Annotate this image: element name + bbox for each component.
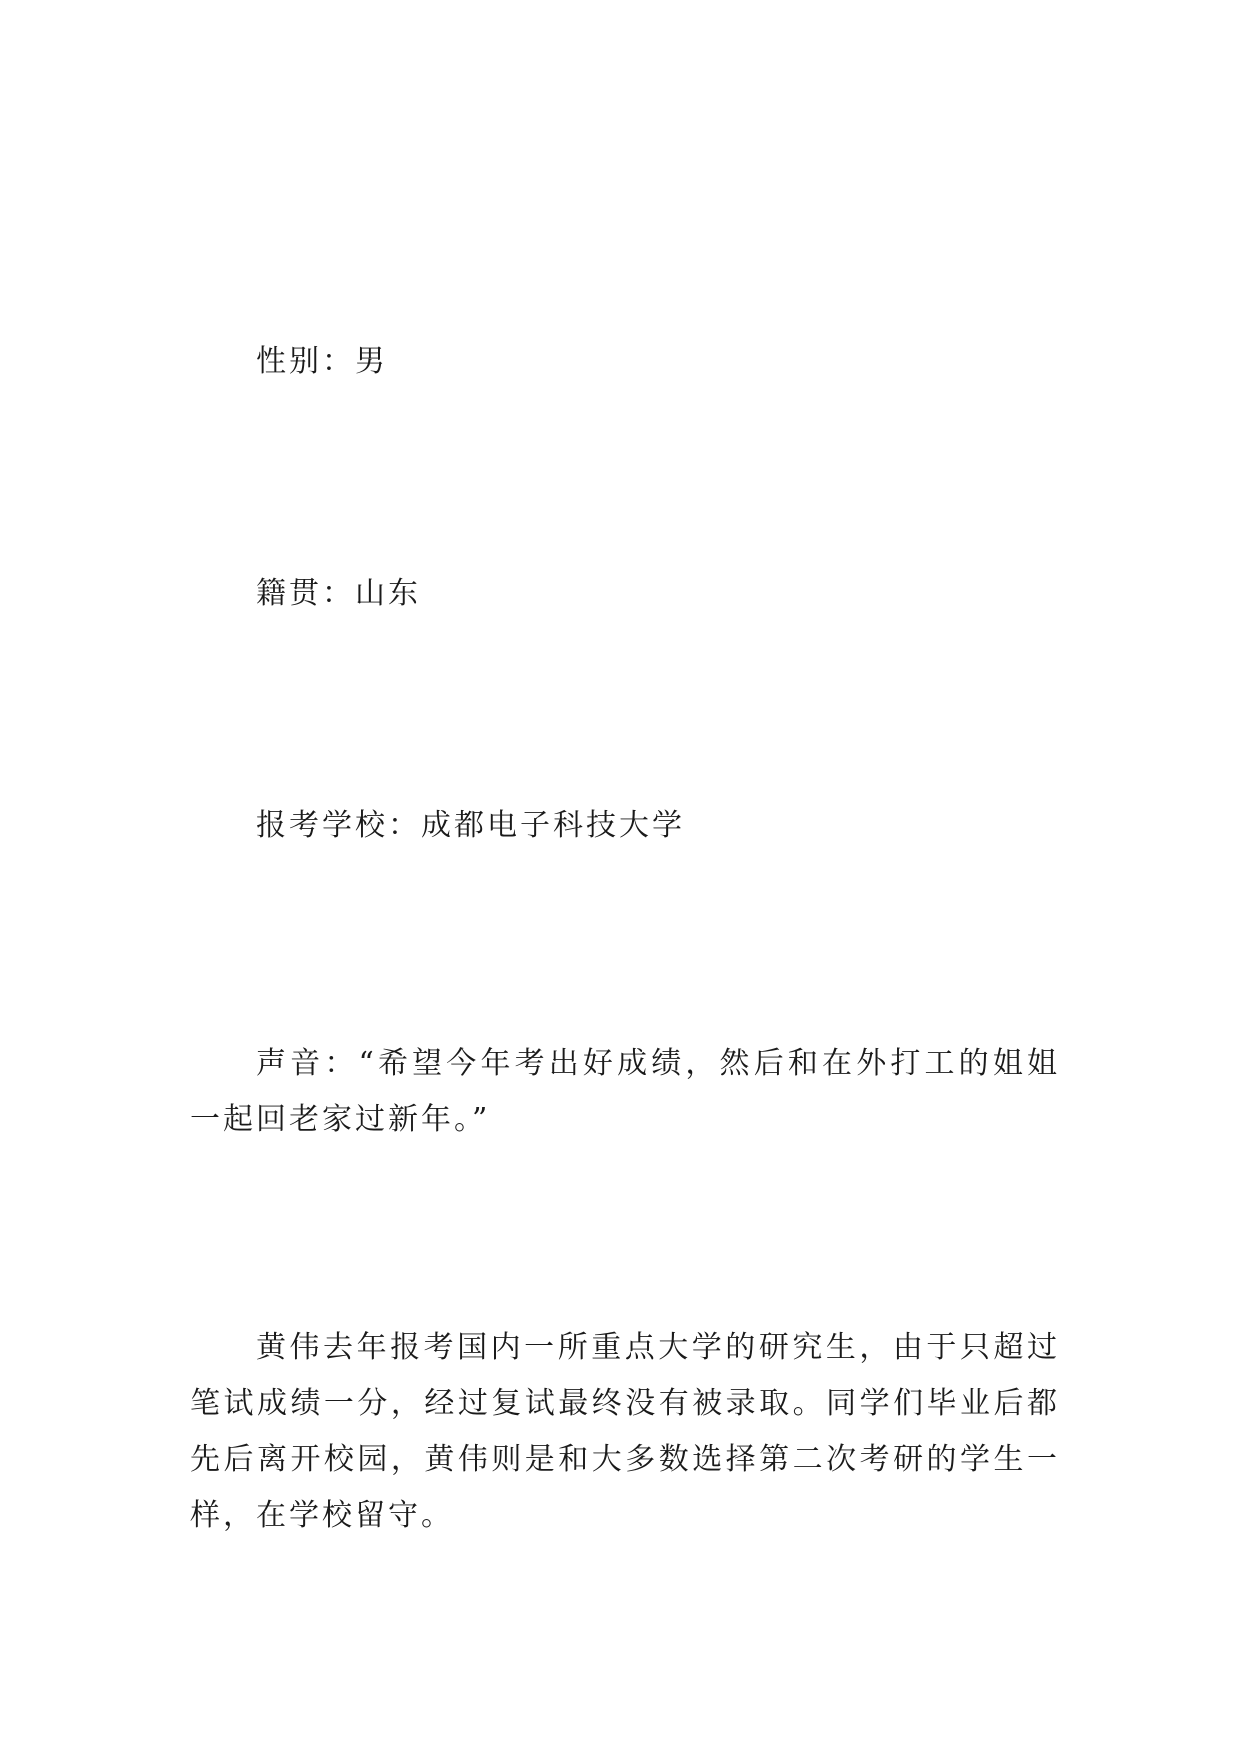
hometown-line: 籍贯：山东 xyxy=(256,576,421,611)
school-line: 报考学校：成都电子科技大学 xyxy=(256,808,685,843)
voice-paragraph: 声音：“希望今年考出好成绩，然后和在外打工的姐姐一起回老家过新年。” xyxy=(190,1046,1060,1137)
gender-line: 性别：男 xyxy=(256,344,388,379)
story-paragraph: 黄伟去年报考国内一所重点大学的研究生，由于只超过笔试成绩一分，经过复试最终没有被录取。同学们毕业后都先后离开校园，黄伟则是和大多数选择第二次考研的学生一样，在学校留守。 xyxy=(190,1330,1060,1533)
